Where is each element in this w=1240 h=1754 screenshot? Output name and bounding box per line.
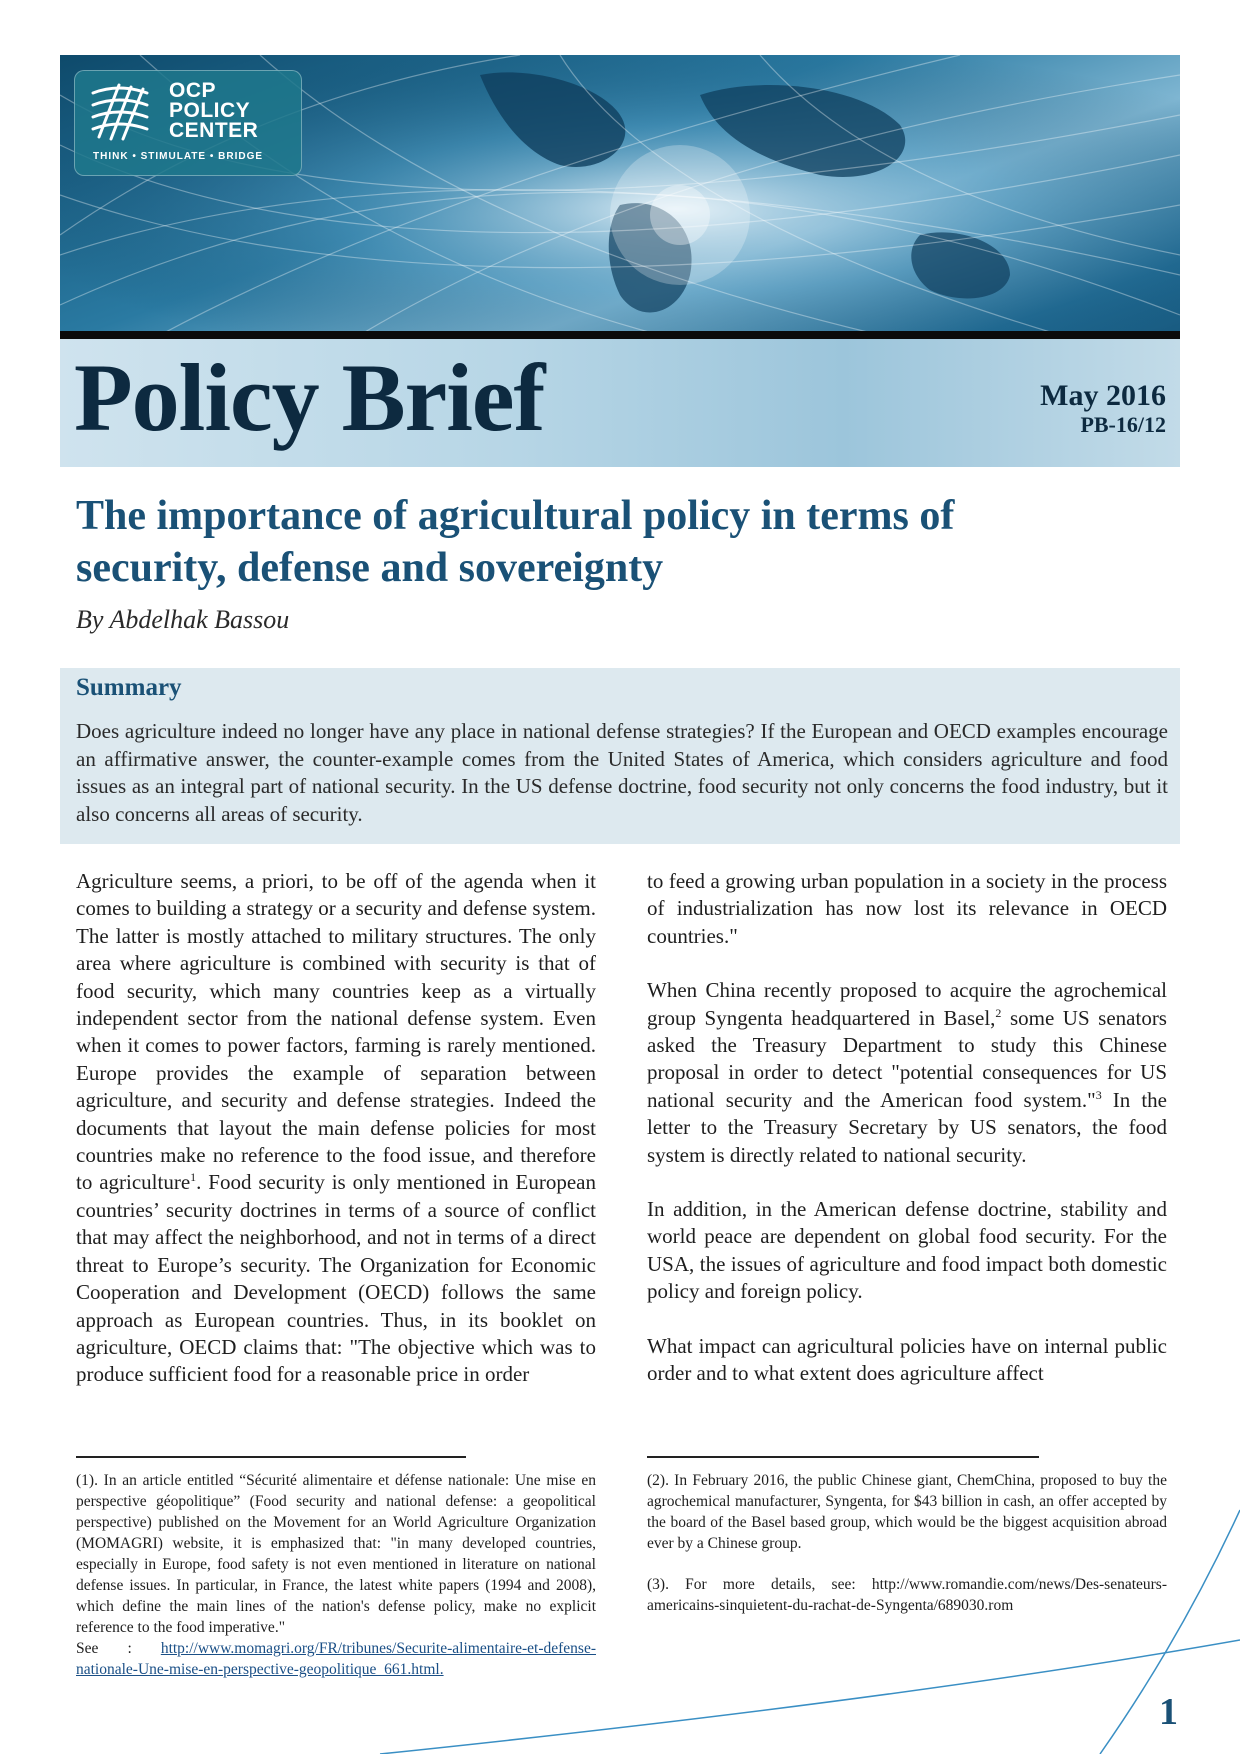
logo-text <box>169 81 258 141</box>
publication-date-block <box>1040 380 1166 438</box>
logo-line-1: OCP <box>169 79 217 102</box>
body-paragraph: to feed a growing urban population in a society in the process of industrialization has now lost its relevance in OECD countries." <box>647 869 1167 948</box>
page-number: 1 <box>1159 1691 1178 1733</box>
ocp-logo <box>74 70 302 176</box>
logo-mesh-icon <box>89 81 151 141</box>
publication-title: Policy Brief <box>74 344 545 451</box>
summary-heading: Summary <box>76 674 182 701</box>
footnote-2: (2). In February 2016, the public Chinese giant, ChemChina, proposed to buy the agrochemical manufacturer, Syngenta, for $43 billion in cash, an offer accepted by the board of the Basel based group, which would be the biggest acquisition abroad ever by a Chinese group. <box>647 1472 1167 1552</box>
publication-reference: PB-16/12 <box>1080 412 1166 437</box>
body-paragraph: What impact can agricultural policies have on internal public order and to what extent does agriculture affect <box>647 1333 1167 1386</box>
footnotes-left <box>76 1470 596 1700</box>
footnote-rule <box>76 1456 466 1458</box>
body-paragraph <box>76 868 596 1389</box>
body-text: . Food security is only mentioned in European countries’ security doctrines in terms of a source of conflict that may affect the neighborhood, and not in terms of a direct threat to Europe’s security. The Organization for Economic Cooperation and Development (OECD) follows the same approach as European countries. Thus, in its booklet on agriculture, OECD claims that: "The objective which was to produce sufficient food for a reasonable price in order <box>76 1170 596 1387</box>
logo-line-3: CENTER <box>169 119 259 142</box>
footnote-rule <box>647 1456 1039 1458</box>
footnote-1 <box>76 1470 596 1680</box>
body-text: Agriculture seems, a priori, to be off of the agenda when it comes to building a strategy or a security and defense system. The latter is mostly attached to military structures. The only area where agriculture is combined with security is that of food security, which many countries keep as a virtually independent sector from the national defense system. Even when it comes to power factors, farming is rarely mentioned. Europe provides the example of separation between agriculture, and security and defense strategies. Indeed the documents that layout the main defense policies for most countries make no reference to the food issue, and therefore to agriculture <box>76 869 596 1195</box>
footnote-ref-3: 3 <box>1095 1087 1102 1102</box>
body-paragraph: In addition, in the American defense doctrine, stability and world peace are dependent on global food security. For the USA, the issues of agriculture and food impact both domestic policy and foreign policy. <box>647 1197 1167 1304</box>
footnote-text: (1). In an article entitled “Sécurité alimentaire et défense nationale: Une mise en perspective géopolitique” (Food security and national defense: a geopolitical perspective) published on the Movement for an World Agriculture Organization (MOMAGRI) website, it is emphasized that: "in many developed countries, especially in Europe, food safety is not even mentioned in literature on national defense issues. In particular, in France, the latest white papers (1994 and 2008), which define the main lines of the nation's defense policy, make no explicit reference to the food imperative." <box>76 1472 596 1636</box>
author-byline: By Abdelhak Bassou <box>76 605 290 634</box>
body-text: In the letter to the Treasury Secretary by US senators, the food system is directly related to national security. <box>647 1087 1167 1167</box>
document-title <box>76 490 1076 594</box>
body-column-right <box>647 868 1167 1415</box>
footnote-ref-2: 2 <box>995 1005 1002 1020</box>
publication-date: May 2016 <box>1040 379 1166 412</box>
body-text: When China recently proposed to acquire the agrochemical group Syngenta headquartered in Basel, <box>647 978 1167 1030</box>
divider-bar <box>60 331 1180 339</box>
logo-tagline: THINK • STIMULATE • BRIDGE <box>93 151 264 162</box>
body-paragraph <box>647 977 1167 1169</box>
body-text: some US senators asked the Treasury Department to study this Chinese proposal in order to detect "potential consequences for US national security and the American food system." <box>647 1005 1167 1112</box>
document-title-line-2: security, defense and sovereignty <box>76 545 664 591</box>
footnote-1-link[interactable]: http://www.momagri.org/FR/tribunes/Securite-alimentaire-et-defense-nationale-Une-mise-en-perspective-geopolitique_661.html. <box>76 1640 596 1678</box>
document-title-line-1: The importance of agricultural policy in terms of <box>76 493 955 539</box>
footnote-see-label: See : <box>76 1640 161 1657</box>
footnotes-right <box>647 1470 1167 1636</box>
footnote-ref-1: 1 <box>190 1170 197 1185</box>
summary-box <box>60 668 1180 844</box>
footnote-3: (3). For more details, see: http://www.romandie.com/news/Des-senateurs-americains-sinquietent-du-rachat-de-Syngenta/689030.rom <box>647 1576 1167 1614</box>
logo-line-2: POLICY <box>169 99 251 122</box>
body-column-left <box>76 868 596 1416</box>
summary-text: Does agriculture indeed no longer have any place in national defense strategies? If the European and OECD examples encourage an affirmative answer, the counter-example comes from the United States of America, which considers agriculture and food issues as an integral part of national security. In the US defense doctrine, food security not only concerns the food industry, but it also concerns all areas of security. <box>76 719 1168 826</box>
